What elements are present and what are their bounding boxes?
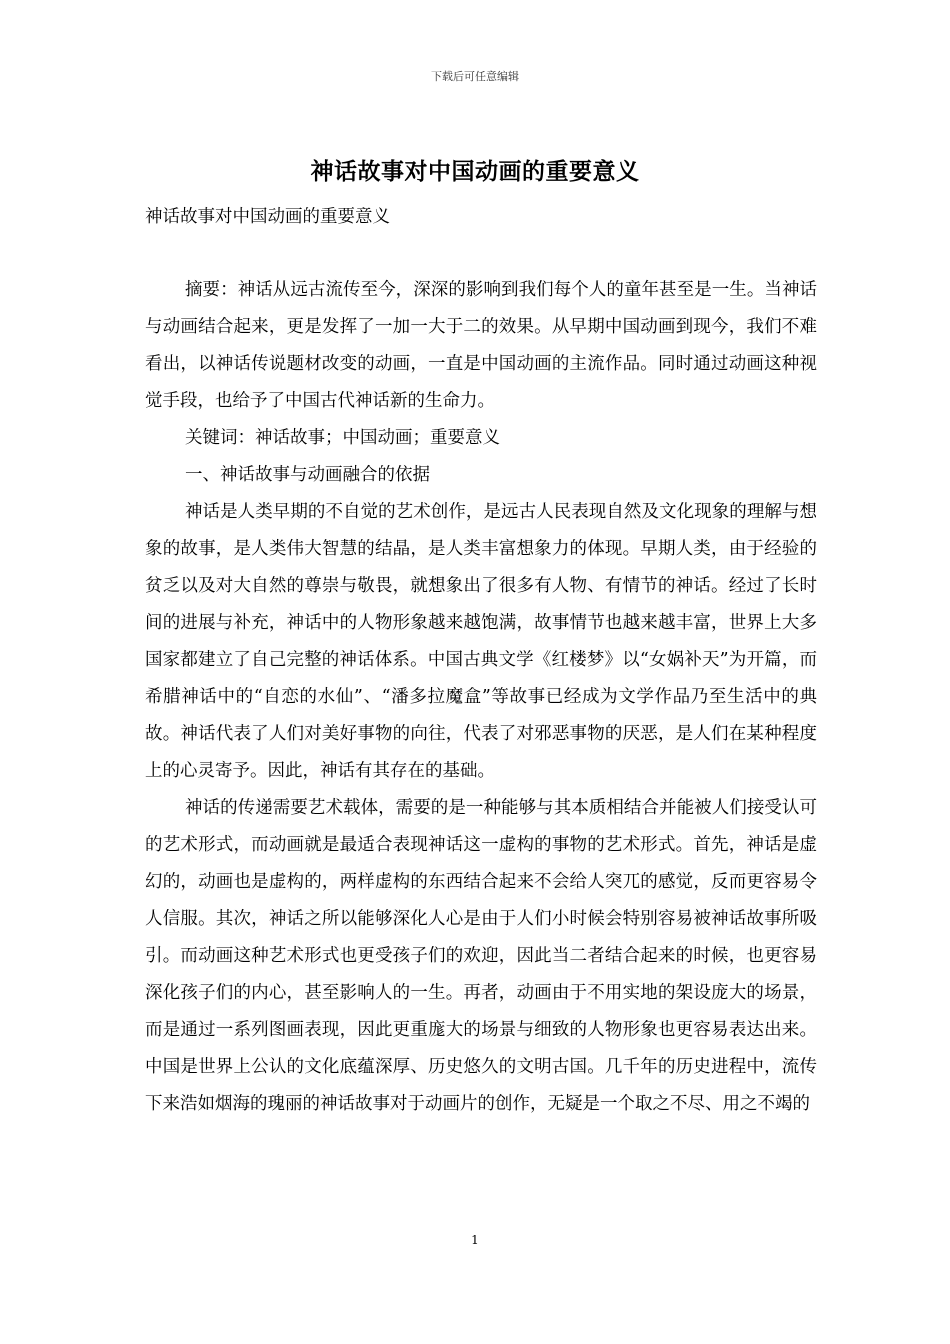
page-number: 1 xyxy=(471,1233,479,1247)
body-paragraph: 神话的传递需要艺术载体，需要的是一种能够与其本质相结合并能被人们接受认可的艺术形式，而动画就是最适合表现神话这一虚构的事物的艺术形式。首先，神话是虚幻的，动画也是虚构的，两样虚构的东西结合起来不会给人突兀的感觉，反而更容易令人信服。其次，神话之所以能够深化人心是由于人们小时候会特别容易被神话故事所吸引。而动画这种艺术形式也更受孩子们的欢迎，因此当二者结合起来的时候，也更容易深化孩子们的内心，甚至影响人的一生。再者，动画由于不用实地的架设庞大的场景，而是通过一系列图画表现，因此更重庬大的场景与细致的人物形象也更容易表达出来。中国是世界上公认的文化底蕴深厚、历史悠久的文明古国。几千年的历史进程中，流传下来浩如烟海的瑰丽的神话故事对于动画片的创作，无疑是一个取之不尽、用之不竭的 xyxy=(145,798,817,1114)
abstract-paragraph: 摘要：神话从远古流传至今，深深的影响到我们每个人的童年甚至是一生。当神话与动画结合起来，更是发挥了一加一大于二的效果。从早期中国动画到现今，我们不难看出，以神话传说题材改变的动画，一直是中国动画的主流作品。同时通过动画这种视觉手段，也给予了中国古代神话新的生命力。 xyxy=(145,280,817,411)
section-heading: 一、神话故事与动画融合的依据 xyxy=(185,465,430,485)
header-note: 下载后可任意编辑 xyxy=(431,70,519,83)
body-paragraph: 神话是人类早期的不自觉的艺术创作，是远古人民表现自然及文化现象的理解与想象的故事，是人类伟大智慧的结晶，是人类丰富想象力的体现。早期人类，由于经验的贫乏以及对大自然的尊崇与敬畏，就想象出了很多有人物、有情节的神话。经过了长时间的进展与补充，神话中的人物形象越来越饱满，故事情节也越来越丰富，世界上大多国家都建立了自己完整的神话体系。中国古典文学《红楼梦》以“女娲补天”为开篇，而希腊神话中的“自恋的水仙”、“潘多拉魔盒”等故事已经成为文学作品乃至生活中的典故。神话代表了人们对美好事物的向往，代表了对邪恶事物的厌恶，是人们在某种程度上的心灵寄予。因此，神话有其存在的基础。 xyxy=(145,502,817,781)
document-subtitle: 神话故事对中国动画的重要意义 xyxy=(145,207,390,227)
document-body xyxy=(145,272,817,1123)
keywords-paragraph: 关键词：神话故事；中国动画；重要意义 xyxy=(185,428,500,448)
document-title: 神话故事对中国动画的重要意义 xyxy=(310,158,640,185)
